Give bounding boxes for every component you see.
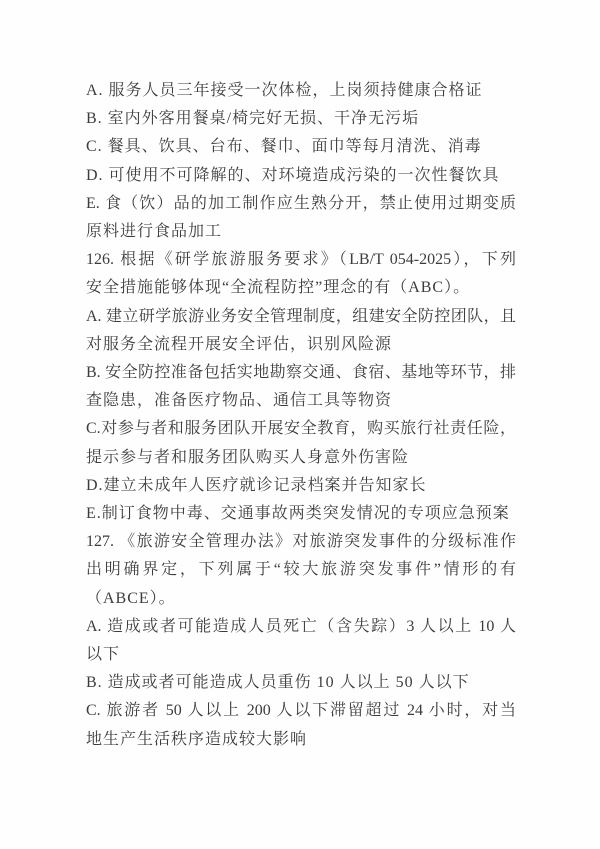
- option-line-e-cont: 原料进行食品加工: [86, 223, 223, 241]
- question-126-stem-cont: 安全措施能够体现“全流程防控”理念的有（ABC）。: [86, 279, 471, 297]
- q126-option-b: B. 安全防控准备包括实地勘察交通、食宿、基地等环节，排: [86, 364, 516, 382]
- question-127-stem: 127. 《旅游安全管理办法》对旅游突发事件的分级标准作: [86, 533, 516, 551]
- q126-option-e: E.制订食物中毒、交通事故两类突发情况的专项应急预案: [86, 505, 510, 523]
- option-line-a: A. 服务人员三年接受一次体检，上岗须持健康合格证: [86, 82, 483, 99]
- q126-option-c: C.对参与者和服务团队开展安全教育，购买旅行社责任险，: [86, 420, 516, 438]
- q127-option-a: A. 造成或者可能造成人员死亡（含失踪）3 人以上 10 人: [86, 617, 516, 635]
- question-127-stem-cont: 出明确界定，下列属于“较大旅游突发事件”情形的有: [86, 561, 516, 579]
- q127-option-a-cont: 以下: [86, 646, 121, 664]
- q126-option-c-cont: 提示参与者和服务团队购买人身意外伤害险: [86, 448, 410, 466]
- q126-option-a: A. 建立研学旅游业务安全管理制度，组建安全防控团队，且: [86, 307, 516, 325]
- option-line-d: D. 可使用不可降解的、对环境造成污染的一次性餐饮具: [86, 166, 500, 184]
- question-127-answer: （ABCE）。: [86, 589, 176, 607]
- q126-option-b-cont: 查隐患，准备医疗物品、通信工具等物资: [86, 392, 393, 410]
- q127-option-b: B. 造成或者可能造成人员重伤 10 人以上 50 人以下: [86, 674, 470, 692]
- option-line-e: E. 食（饮）品的加工制作应生熟分开，禁止使用过期变质: [86, 194, 516, 212]
- document-text-block: [86, 77, 516, 754]
- q127-option-c-cont: 地生产生活秩序造成较大影响: [86, 730, 308, 748]
- q127-option-c: C. 旅游者 50 人以上 200 人以下滞留超过 24 小时，对当: [86, 702, 516, 720]
- question-126-stem: 126. 根据《研学旅游服务要求》（LB/T 054-2025），下列: [86, 251, 516, 269]
- q126-option-a-cont: 对服务全流程开展安全评估，识别风险源: [86, 335, 393, 353]
- q126-option-d: D.建立未成年人医疗就诊记录档案并告知家长: [86, 476, 427, 494]
- option-line-b: B. 室内外客用餐桌/椅完好无损、干净无污垢: [86, 110, 420, 128]
- option-line-c: C. 餐具、饮具、台布、餐巾、面巾等每月清洗、消毒: [86, 138, 482, 156]
